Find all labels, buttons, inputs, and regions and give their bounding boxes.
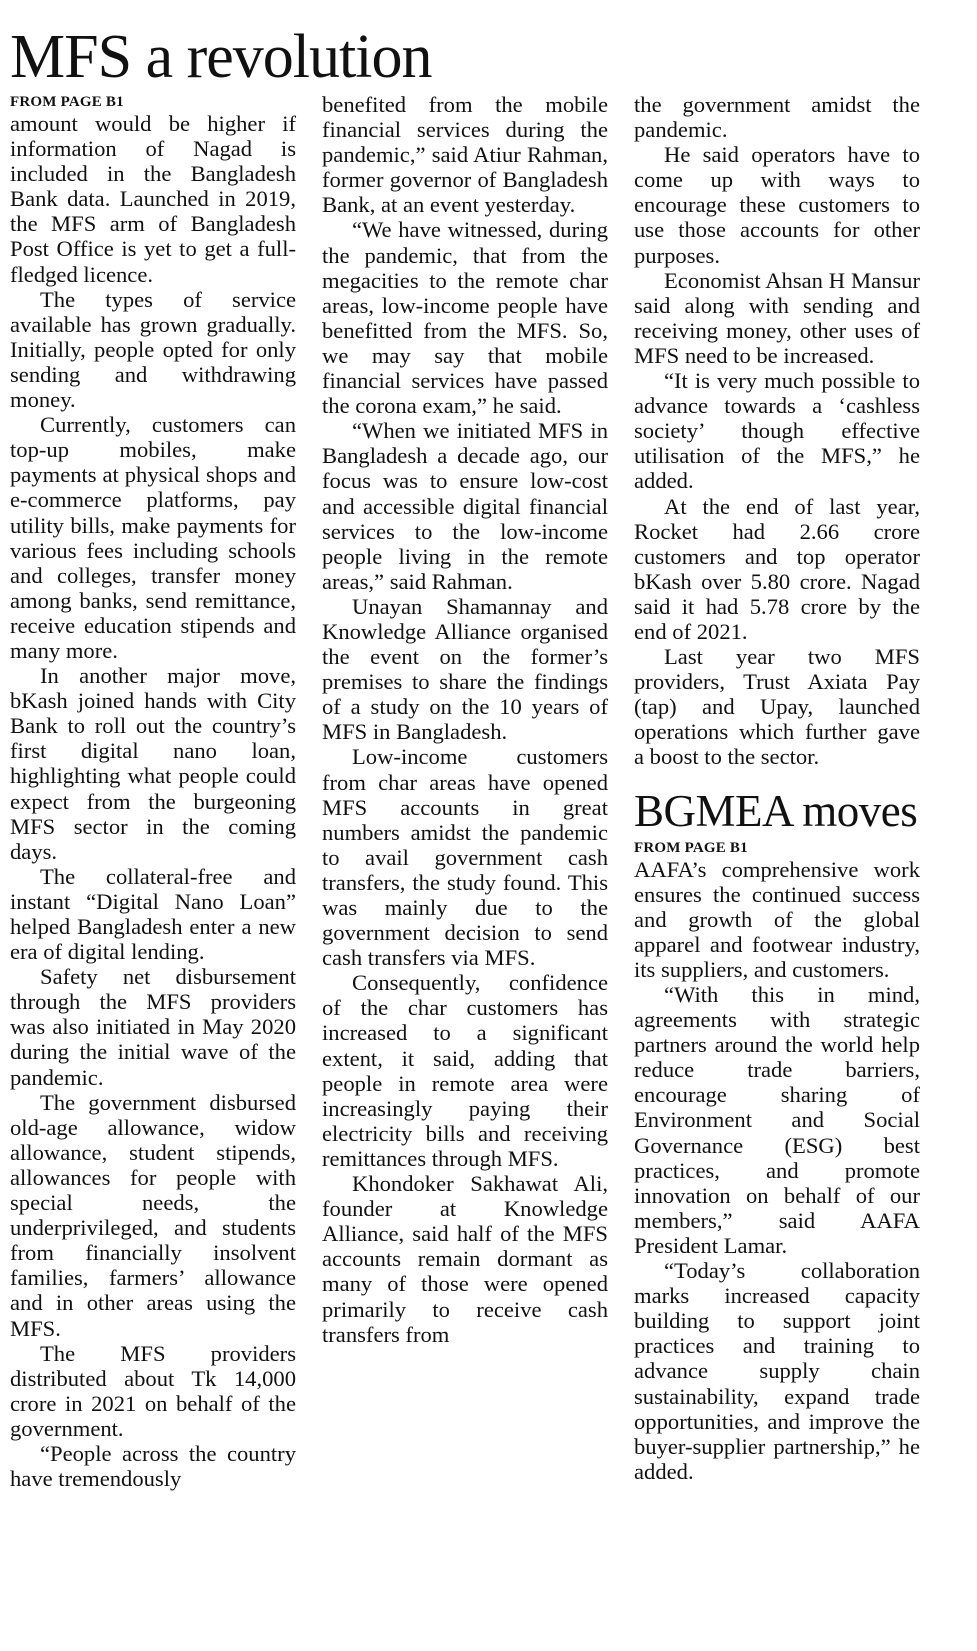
second-article-headline: BGMEA moves bbox=[634, 785, 918, 836]
paragraph: amount would be higher if information of Nagad is included in the Bangladesh Bank data. Launched in 2019, the MFS arm of Bangladesh Post Office is yet to get a full-fledged licence. bbox=[10, 111, 296, 287]
paragraph: The types of service available has grown gradually. Initially, people opted for only sending and withdrawing money. bbox=[10, 286, 296, 413]
paragraph: “Today’s collaboration marks increased capacity building to support joint practices and training to advance supply chain sustainability, expand trade opportunities, and improve the buyer-supplier partnership,” he added. bbox=[634, 1258, 920, 1484]
paragraph: AAFA’s comprehensive work ensures the continued success and growth of the global apparel and footwear industry, its suppliers, and customers. bbox=[634, 856, 920, 982]
paragraph: “It is very much possible to advance towards a ‘cashless society’ though effective utilisation of the MFS,” he added. bbox=[634, 368, 920, 494]
paragraph: Economist Ahsan H Mansur said along with sending and receiving money, other uses of MFS need to be increased. bbox=[634, 267, 920, 368]
column-1 bbox=[10, 92, 296, 1491]
column-2 bbox=[322, 92, 608, 1347]
paragraph: Khondoker Sakhawat Ali, founder at Knowledge Alliance, said half of the MFS accounts remain dormant as many of those were opened primarily to receive cash transfers from bbox=[322, 1171, 608, 1347]
paragraph: The MFS providers distributed about Tk 14,000 crore in 2021 on behalf of the government. bbox=[10, 1340, 296, 1441]
paragraph: Last year two MFS providers, Trust Axiata Pay (tap) and Upay, launched operations which further gave a boost to the sector. bbox=[634, 644, 920, 770]
paragraph: “We have witnessed, during the pandemic, that from the megacities to the remote char areas, low-income people have benefitted from the MFS. So, we may say that mobile financial services have passed the corona exam,” he said. bbox=[322, 217, 608, 419]
paragraph: The collateral-free and instant “Digital Nano Loan” helped Bangladesh enter a new era of digital lending. bbox=[10, 863, 296, 965]
paragraph: He said operators have to come up with ways to encourage these customers to use those accounts for other purposes. bbox=[634, 142, 920, 268]
kicker: FROM PAGE B1 bbox=[10, 94, 124, 110]
paragraph: the government amidst the pandemic. bbox=[634, 92, 920, 143]
paragraph: benefited from the mobile financial services during the pandemic,” said Atiur Rahman, former governor of Bangladesh Bank, at an event yesterday. bbox=[322, 92, 608, 218]
paragraph: Unayan Shamannay and Knowledge Alliance organised the event on the former’s premises to share the findings of a study on the 10 years of MFS in Bangladesh. bbox=[322, 593, 608, 745]
paragraph: Safety net disbursement through the MFS providers was also initiated in May 2020 during the initial wave of the pandemic. bbox=[10, 964, 296, 1090]
paragraph: At the end of last year, Rocket had 2.66 crore customers and top operator bKash over 5.80 crore. Nagad said it had 5.78 crore by the end of 2021. bbox=[634, 493, 920, 644]
paragraph: “When we initiated MFS in Bangladesh a decade ago, our focus was to ensure low-cost and accessible digital financial services to the low-income people living in the remote areas,” said Rahman. bbox=[322, 418, 608, 594]
paragraph: “With this in mind, agreements with strategic partners around the world help reduce trade barriers, encourage sharing of Environment and Social Governance (ESG) best practices, and promote innovation on behalf of our members,” said AAFA President Lamar. bbox=[634, 982, 920, 1258]
column-3 bbox=[634, 92, 920, 1484]
paragraph: The government disbursed old-age allowance, widow allowance, student stipends, allowances for people with special needs, the underprivileged, and students from financially insolvent families, farmers’ allowance and in other areas using the MFS. bbox=[10, 1089, 296, 1341]
paragraph: Currently, customers can top-up mobiles, make payments at physical shops and e-commerce platforms, pay utility bills, make payments for various fees including schools and colleges, transfer money among banks, send remittance, receive education stipends and many more. bbox=[10, 412, 296, 663]
second-article-kicker: FROM PAGE B1 bbox=[634, 839, 748, 856]
paragraph: In another major move, bKash joined hands with City Bank to roll out the country’s first digital nano loan, highlighting what people could expect from the burgeoning MFS sector in the coming days. bbox=[10, 663, 296, 864]
paragraph: “People across the country have tremendously bbox=[10, 1440, 296, 1492]
paragraph: Consequently, confidence of the char customers has increased to a significant extent, it said, adding that people in remote area were increasingly paying their electricity bills and receiving remittances through MFS. bbox=[322, 970, 608, 1171]
headline: MFS a revolution bbox=[10, 23, 432, 91]
paragraph: Low-income customers from char areas have opened MFS accounts in great numbers amidst the pandemic to avail government cash transfers, the study found. This was mainly due to the government decision to send cash transfers via MFS. bbox=[322, 744, 608, 971]
